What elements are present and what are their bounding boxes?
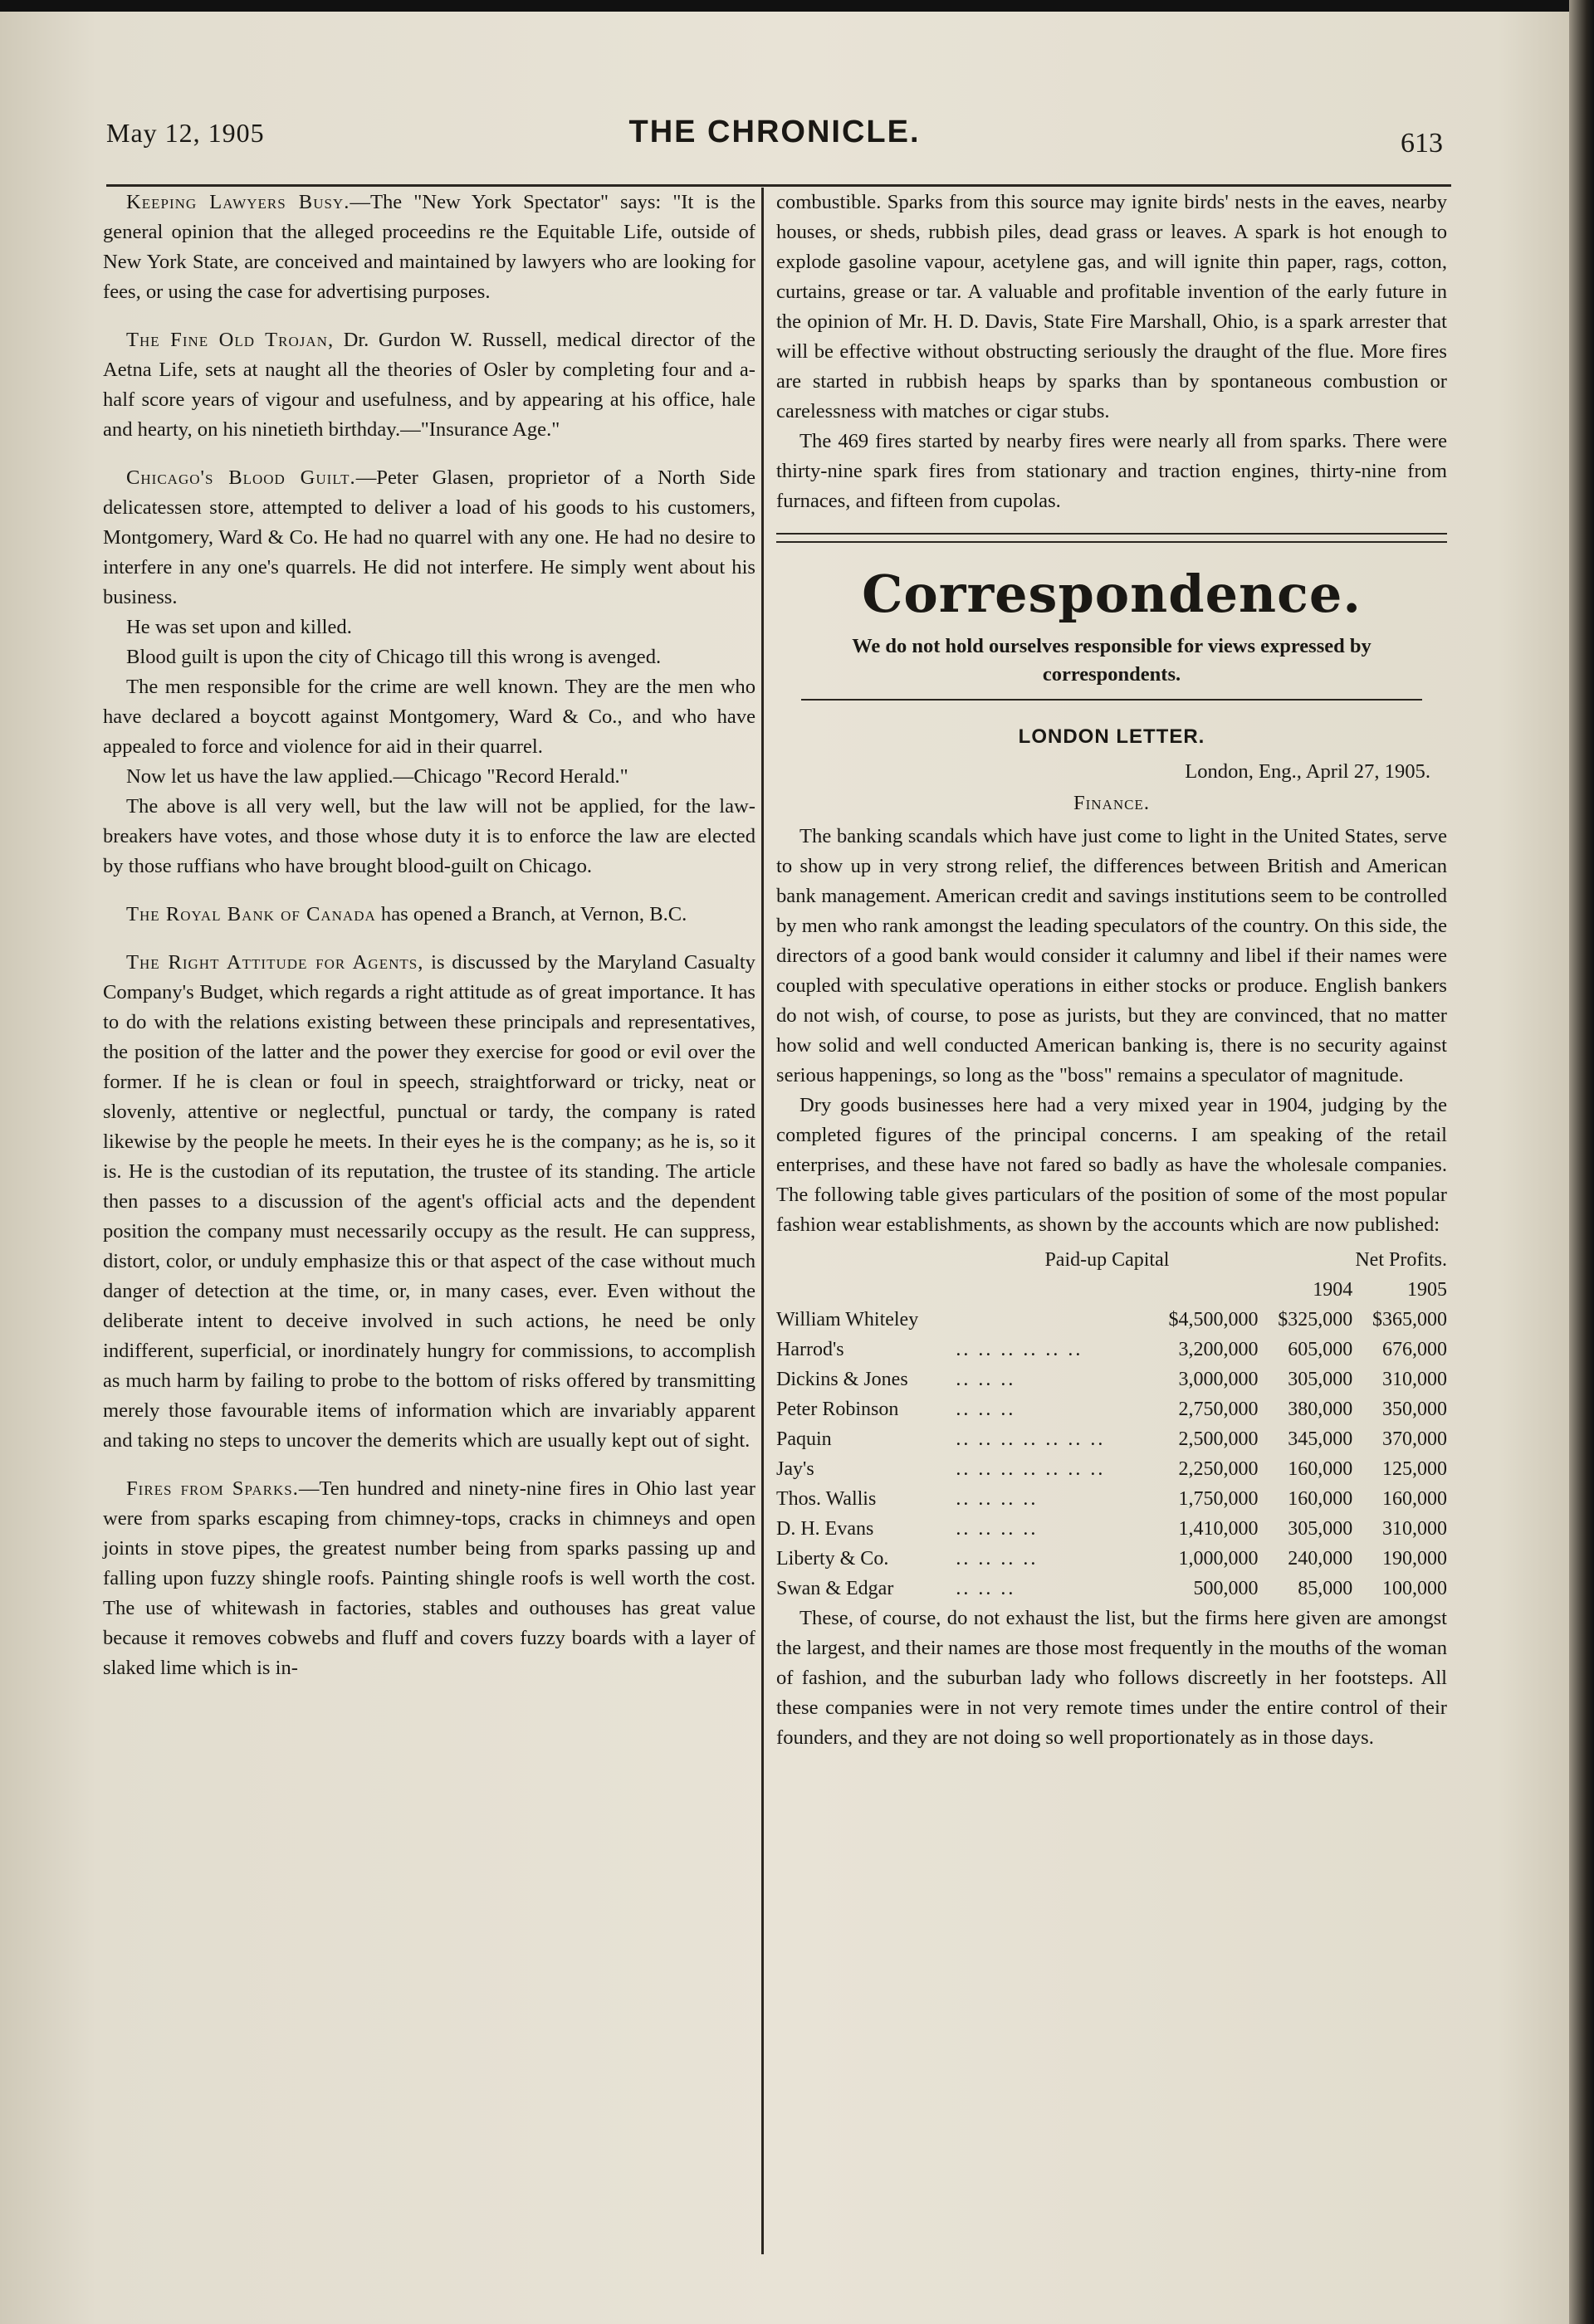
letter-title: LONDON LETTER. bbox=[1018, 725, 1205, 748]
item-lead: Chicago's Blood Guilt. bbox=[126, 466, 356, 489]
profit-1904: $325,000 bbox=[1278, 1309, 1353, 1330]
profit-1904: 305,000 bbox=[1288, 1518, 1353, 1540]
item-fine-old-trojan bbox=[103, 325, 755, 445]
paid-up-capital: $4,500,000 bbox=[1168, 1309, 1259, 1330]
table-header-row bbox=[776, 1245, 1447, 1275]
table-row bbox=[776, 1514, 1447, 1544]
right-column bbox=[776, 188, 1447, 1753]
continued-paragraph: combustible. Sparks from this source may ignite birds' nests in the eaves, nearby houses, or sheds, rubbish piles, dead grass or leaves. A spark is hot enough to explode gasoline vapour, acetylene gas, and will ignite thin paper, rags, cotton, curtains, grease or tar. A valuable and profitable invention of the early future in the opinion of Mr. H. D. Davis, State Fire Marshall, Ohio, is a spark arrester that will be effective without obstructing seriously the draught of the flue. More fires are started in rubbish heaps by sparks than by spontaneous combustion or carelessness with matches or cigar stubs. bbox=[776, 191, 1447, 422]
table-row bbox=[776, 1574, 1447, 1604]
table-row bbox=[776, 1305, 1447, 1335]
item-text: —Ten hundred and ninety-nine fires in Ohio last year were from sparks escaping from chimney-tops, cracks in chimneys and open joints in stove pipes, the greatest number being from sparks passing up and falling upon fuzzy shingle roofs. Painting shingle roofs is well worth the cost. The use of whitewash in factories, stables and outhouses has great value because it removes cobwebs and fluff and covers fuzzy boards with a layer of slaked lime which is in- bbox=[103, 1477, 755, 1679]
firm-name: Thos. Wallis bbox=[776, 1488, 877, 1510]
profit-1905: 160,000 bbox=[1382, 1488, 1447, 1510]
table-row bbox=[776, 1365, 1447, 1394]
firm-name: D. H. Evans bbox=[776, 1518, 874, 1540]
header-1904: 1904 bbox=[1313, 1279, 1353, 1301]
leader-dots: .. .. .. bbox=[956, 1399, 1016, 1420]
leader-dots: .. .. .. bbox=[956, 1578, 1016, 1599]
paid-up-capital: 3,000,000 bbox=[1178, 1369, 1259, 1390]
profit-1905: 100,000 bbox=[1382, 1578, 1447, 1599]
leader-dots: .. .. .. .. .. .. .. bbox=[956, 1458, 1106, 1480]
profit-1905: 125,000 bbox=[1382, 1458, 1447, 1480]
item-keeping-lawyers-busy bbox=[103, 188, 755, 307]
paid-up-capital: 1,750,000 bbox=[1178, 1488, 1259, 1510]
item-lead: The Royal Bank of Canada bbox=[126, 903, 376, 925]
paragraph: The men responsible for the crime are well known. They are the men who have declared a boycott against Montgomery, Ward & Co., and who have appealed to force and violence for aid in their quarrel. bbox=[103, 676, 755, 758]
profits-table bbox=[776, 1245, 1447, 1604]
header-profits: Net Profits. bbox=[1355, 1249, 1447, 1271]
left-column bbox=[103, 188, 755, 1683]
profit-1905: $365,000 bbox=[1372, 1309, 1447, 1330]
firm-name: Swan & Edgar bbox=[776, 1578, 894, 1599]
table-year-row bbox=[776, 1275, 1447, 1305]
firm-name: Harrod's bbox=[776, 1339, 844, 1360]
dateline: London, Eng., April 27, 1905. bbox=[1185, 760, 1430, 783]
profit-1904: 85,000 bbox=[1298, 1578, 1353, 1599]
table-row bbox=[776, 1544, 1447, 1574]
finance-subhead: Finance. bbox=[1073, 792, 1151, 814]
profit-1905: 676,000 bbox=[1382, 1339, 1447, 1360]
paid-up-capital: 500,000 bbox=[1193, 1578, 1259, 1599]
profit-1904: 305,000 bbox=[1288, 1369, 1353, 1390]
leader-dots: .. .. .. bbox=[956, 1369, 1016, 1390]
leader-dots: .. .. .. .. bbox=[956, 1488, 1039, 1510]
header-1905: 1905 bbox=[1407, 1279, 1447, 1301]
item-text: —The "New York Spectator" says: "It is the general opinion that the alleged proceedins re the Equitable Life, outside of New York State, are conceived and maintained by lawyers who are looking for fees, or using the case for advertising purposes. bbox=[103, 191, 755, 303]
profit-1905: 190,000 bbox=[1382, 1548, 1447, 1570]
column-rule bbox=[761, 188, 764, 2254]
table-row bbox=[776, 1424, 1447, 1454]
firm-name: Paquin bbox=[776, 1428, 832, 1450]
profit-1905: 310,000 bbox=[1382, 1369, 1447, 1390]
leader-dots: .. .. .. .. .. .. bbox=[956, 1339, 1083, 1360]
item-lead: Keeping Lawyers Busy. bbox=[126, 191, 350, 213]
firm-name: Peter Robinson bbox=[776, 1399, 899, 1420]
profit-1904: 240,000 bbox=[1288, 1548, 1353, 1570]
item-text: Dr. Gurdon W. Russell, medical director of the Aetna Life, sets at naught all the theories of Osler by completing four and a-half score years of vigour and usefulness, and by appearing at his office, hale and hearty, on his ninetieth birthday.—"Insurance Age." bbox=[103, 329, 755, 441]
paragraph: The above is all very well, but the law will not be applied, for the law-breakers have votes, and those whose duty it is to enforce the law are elected by those ruffians who have brought blood-guilt on Chicago. bbox=[103, 795, 755, 877]
leader-dots bbox=[956, 1305, 1145, 1335]
paid-up-capital: 2,250,000 bbox=[1178, 1458, 1259, 1480]
section-divider bbox=[776, 533, 1447, 543]
paragraph: The 469 fires started by nearby fires were nearly all from sparks. There were thirty-nine spark fires from stationary and traction engines, thirty-nine from furnaces, and fifteen from cupolas. bbox=[776, 430, 1447, 512]
firm-name: Dickins & Jones bbox=[776, 1369, 908, 1390]
header-rule bbox=[106, 184, 1451, 187]
leader-dots: .. .. .. .. bbox=[956, 1548, 1039, 1570]
item-lead: The Fine Old Trojan, bbox=[126, 329, 335, 351]
firm-name: Liberty & Co. bbox=[776, 1548, 889, 1570]
profit-1905: 310,000 bbox=[1382, 1518, 1447, 1540]
leader-dots: .. .. .. .. bbox=[956, 1518, 1039, 1540]
profit-1905: 350,000 bbox=[1382, 1399, 1447, 1420]
item-right-attitude bbox=[103, 948, 755, 1456]
paragraph: He was set upon and killed. bbox=[126, 616, 352, 638]
issue-date: May 12, 1905 bbox=[106, 118, 265, 148]
firm-name: William Whiteley bbox=[776, 1309, 919, 1330]
table-row bbox=[776, 1335, 1447, 1365]
profit-1904: 345,000 bbox=[1288, 1428, 1353, 1450]
table-row bbox=[776, 1484, 1447, 1514]
item-royal-bank bbox=[103, 900, 755, 930]
table-row bbox=[776, 1394, 1447, 1424]
paragraph: Now let us have the law applied.—Chicago "Record Herald." bbox=[126, 765, 628, 788]
paid-up-capital: 2,750,000 bbox=[1178, 1399, 1259, 1420]
scan-top-edge bbox=[0, 0, 1594, 12]
profit-1904: 160,000 bbox=[1288, 1458, 1353, 1480]
item-chicago-blood-guilt bbox=[103, 463, 755, 613]
item-lead: The Right Attitude for Agents, bbox=[126, 951, 424, 974]
item-text: —Peter Glasen, proprietor of a North Side delicatessen store, attempted to deliver a load of his goods to his customers, Montgomery, Ward & Co. He had no quarrel with any one. He had no desire to interfere in any one's quarrels. He did not interfere. He simply went about his business. bbox=[103, 466, 755, 608]
correspondence-disclaimer: We do not hold ourselves responsible for views expressed by correspondents. bbox=[852, 635, 1372, 686]
profit-1904: 380,000 bbox=[1288, 1399, 1353, 1420]
profit-1904: 605,000 bbox=[1288, 1339, 1353, 1360]
paid-up-capital: 1,410,000 bbox=[1178, 1518, 1259, 1540]
item-lead: Fires from Sparks. bbox=[126, 1477, 299, 1500]
running-head bbox=[106, 115, 1443, 159]
paragraph: The banking scandals which have just come to light in the United States, serve to show up in very strong relief, the differences between British and American bank management. American credit and savings institutions seem to be controlled by men who rank amongst the leading speculators of the country. On this side, the directors of a good bank would consider it calumny and libel if their names were coupled with speculative operations in either stocks or produce. English bankers do not wish, of course, to pose as jurists, but they are convinced, that no matter how solid and well conducted American banking is, there is no security against serious happenings, so long as the "boss" remains a speculator of magnitude. bbox=[776, 825, 1447, 1086]
item-text: has opened a Branch, at Vernon, B.C. bbox=[375, 903, 687, 925]
paid-up-capital: 3,200,000 bbox=[1178, 1339, 1259, 1360]
publication-title: THE CHRONICLE. bbox=[628, 115, 921, 149]
paid-up-capital: 1,000,000 bbox=[1178, 1548, 1259, 1570]
item-fires-from-sparks bbox=[103, 1474, 755, 1683]
paragraph: These, of course, do not exhaust the list, but the firms here given are amongst the largest, and their names are those most frequently in the mouths of the woman of fashion, and the suburban lady who follows discreetly in her footsteps. All these companies were in not very remote times under the entire control of their founders, and they are not doing so well proportionately as in those days. bbox=[776, 1607, 1447, 1749]
item-text: is discussed by the Maryland Casualty Company's Budget, which regards a right attitude as of great importance. It has to do with the relations existing between these principals and representatives, the position of the latter and the power they exercise for good or evil over the former. If he is clean or foul in speech, straightforward or tricky, neat or slovenly, attentive or neglectful, punctual or tardy, the company is rated likewise by the people he meets. In their eyes he is the company; as he is, so it is. He is the custodian of its reputation, the trustee of its standing. The article then passes to a discussion of the agent's official acts and the dependent position the company must necessarily occupy as the result. He can suppress, distort, color, or unduly emphasize this or that aspect of the case without much danger of detection at the time, or, in many cases, ever. Even without the deliberate intent to deceive involved in such actions, he need be only indifferent, superficial, or inordinately hungry for commissions, to accomplish as much harm by failing to probe to the bottom of risks offered by transmitting merely those favourable items of information which are invariably apparent and taking no steps to uncover the demerits which are usually kept out of sight. bbox=[103, 951, 755, 1452]
header-capital: Paid-up Capital bbox=[1044, 1249, 1170, 1271]
correspondence-heading: Correspondence. bbox=[862, 564, 1362, 624]
paragraph: Dry goods businesses here had a very mixed year in 1904, judging by the completed figures of the principal concerns. I am speaking of the retail enterprises, and these have not fared so badly as have the wholesale companies. The following table gives particulars of the position of some of the most popular fashion wear establishments, as shown by the accounts which are now published: bbox=[776, 1094, 1447, 1236]
leader-dots: .. .. .. .. .. .. .. bbox=[956, 1428, 1106, 1450]
firm-name: Jay's bbox=[776, 1458, 814, 1480]
profit-1905: 370,000 bbox=[1382, 1428, 1447, 1450]
paragraph: Blood guilt is upon the city of Chicago till this wrong is avenged. bbox=[126, 646, 662, 668]
page-number: 613 bbox=[1401, 128, 1443, 159]
paid-up-capital: 2,500,000 bbox=[1178, 1428, 1259, 1450]
profit-1904: 160,000 bbox=[1288, 1488, 1353, 1510]
table-row bbox=[776, 1454, 1447, 1484]
scan-right-edge bbox=[1569, 0, 1594, 2324]
section-rule bbox=[801, 699, 1422, 701]
